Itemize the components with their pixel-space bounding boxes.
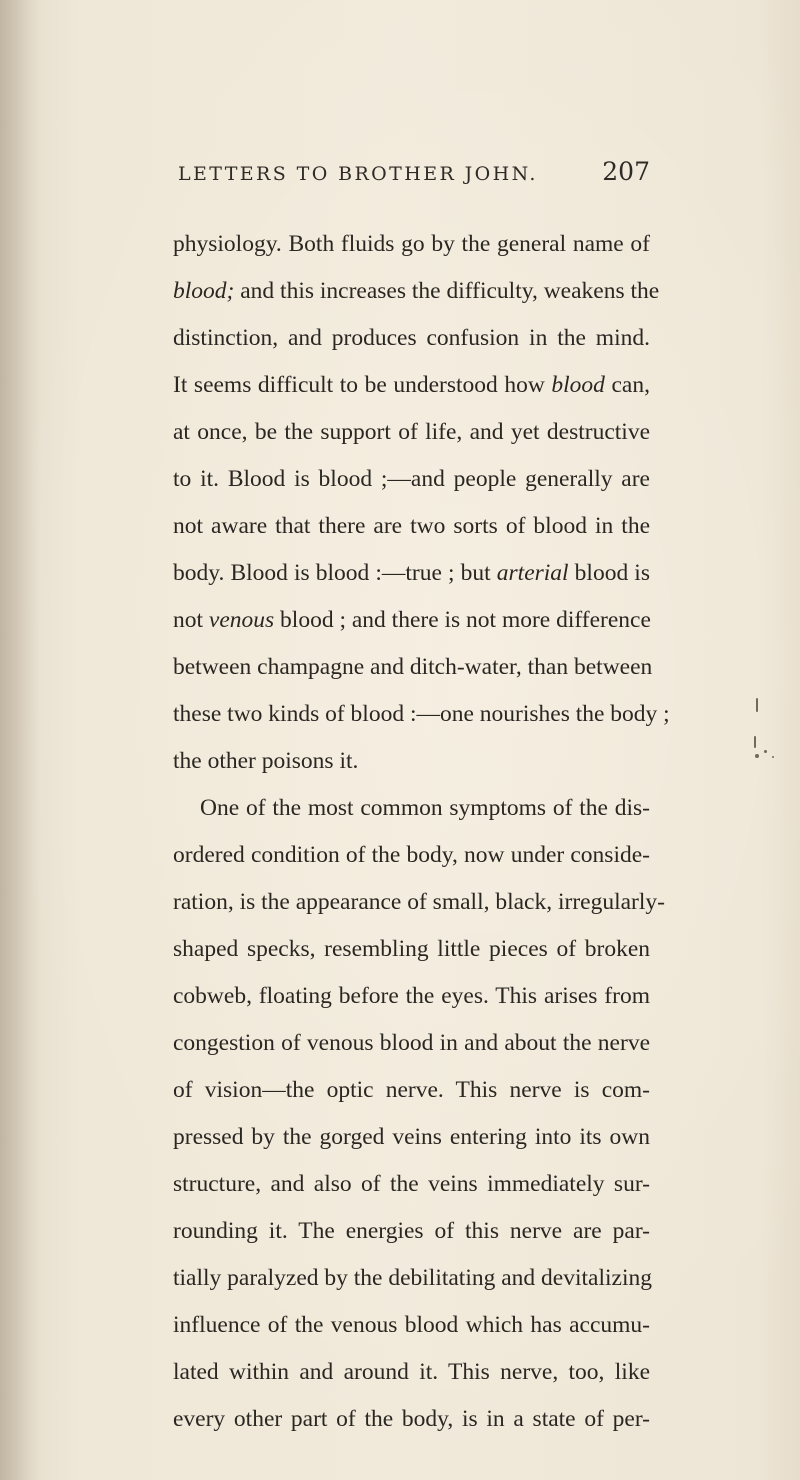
text-line: at once, be the support of life, and yet destructive — [173, 419, 650, 445]
text-line: influence of the venous blood which has accumu- — [173, 1312, 650, 1338]
text-line: every other part of the body, is in a state of per- — [173, 1406, 650, 1432]
text-span: not — [173, 607, 209, 633]
text-span: can, — [604, 372, 650, 398]
text-line: the other poisons it. — [173, 748, 359, 774]
text-span: and this increases the difficulty, weakens the — [234, 278, 660, 304]
text-line: pressed by the gorged veins entering into its own — [173, 1124, 650, 1150]
text-span: body. Blood is blood :—true ; but — [173, 560, 497, 586]
text-line — [173, 268, 660, 315]
text-span: It seems difficult to be understood how — [173, 372, 552, 398]
body-text — [173, 221, 670, 1443]
text-line: physiology. Both fluids go by the general name of — [173, 231, 650, 257]
text-line: these two kinds of blood :—one nourishes the body ; — [173, 701, 670, 727]
text-line: ordered condition of the body, now under conside- — [173, 842, 650, 868]
page-header — [178, 157, 650, 195]
text-span: blood is — [568, 560, 650, 586]
text-span: blood ; and there is not more difference — [274, 607, 651, 633]
text-line: to it. Blood is blood ;—and people generally are — [173, 466, 650, 492]
text-line: tially paralyzed by the debilitating and devitalizing — [173, 1265, 652, 1291]
italic-span: blood — [551, 372, 605, 398]
italic-span: blood; — [173, 278, 235, 304]
margin-ink-specks — [752, 688, 792, 778]
italic-span: arterial — [496, 560, 569, 586]
italic-span: venous — [208, 607, 275, 633]
running-head: LETTERS TO BROTHER JOHN. — [178, 163, 538, 185]
text-line: not aware that there are two sorts of blood in the — [173, 513, 650, 539]
text-line — [173, 362, 650, 409]
text-line: shaped specks, resembling little pieces of broken — [173, 936, 650, 962]
text-line: of vision—the optic nerve. This nerve is com- — [173, 1077, 650, 1103]
text-line — [173, 550, 650, 597]
page-number: 207 — [602, 157, 650, 186]
text-line: lated within and around it. This nerve, too, like — [173, 1359, 650, 1385]
text-line: distinction, and produces confusion in the mind. — [173, 325, 650, 351]
gutter-shadow — [0, 0, 40, 1480]
text-line: One of the most common symptoms of the dis- — [200, 795, 650, 821]
text-line: ration, is the appearance of small, black, irregularly- — [173, 889, 665, 915]
text-line: congestion of venous blood in and about the nerve — [173, 1030, 650, 1056]
text-line: rounding it. The energies of this nerve are par- — [173, 1218, 650, 1244]
text-line: between champagne and ditch-water, than between — [173, 654, 653, 680]
text-line: structure, and also of the veins immediately sur- — [173, 1171, 650, 1197]
text-line: cobweb, floating before the eyes. This arises from — [173, 983, 650, 1009]
text-line — [173, 597, 650, 644]
